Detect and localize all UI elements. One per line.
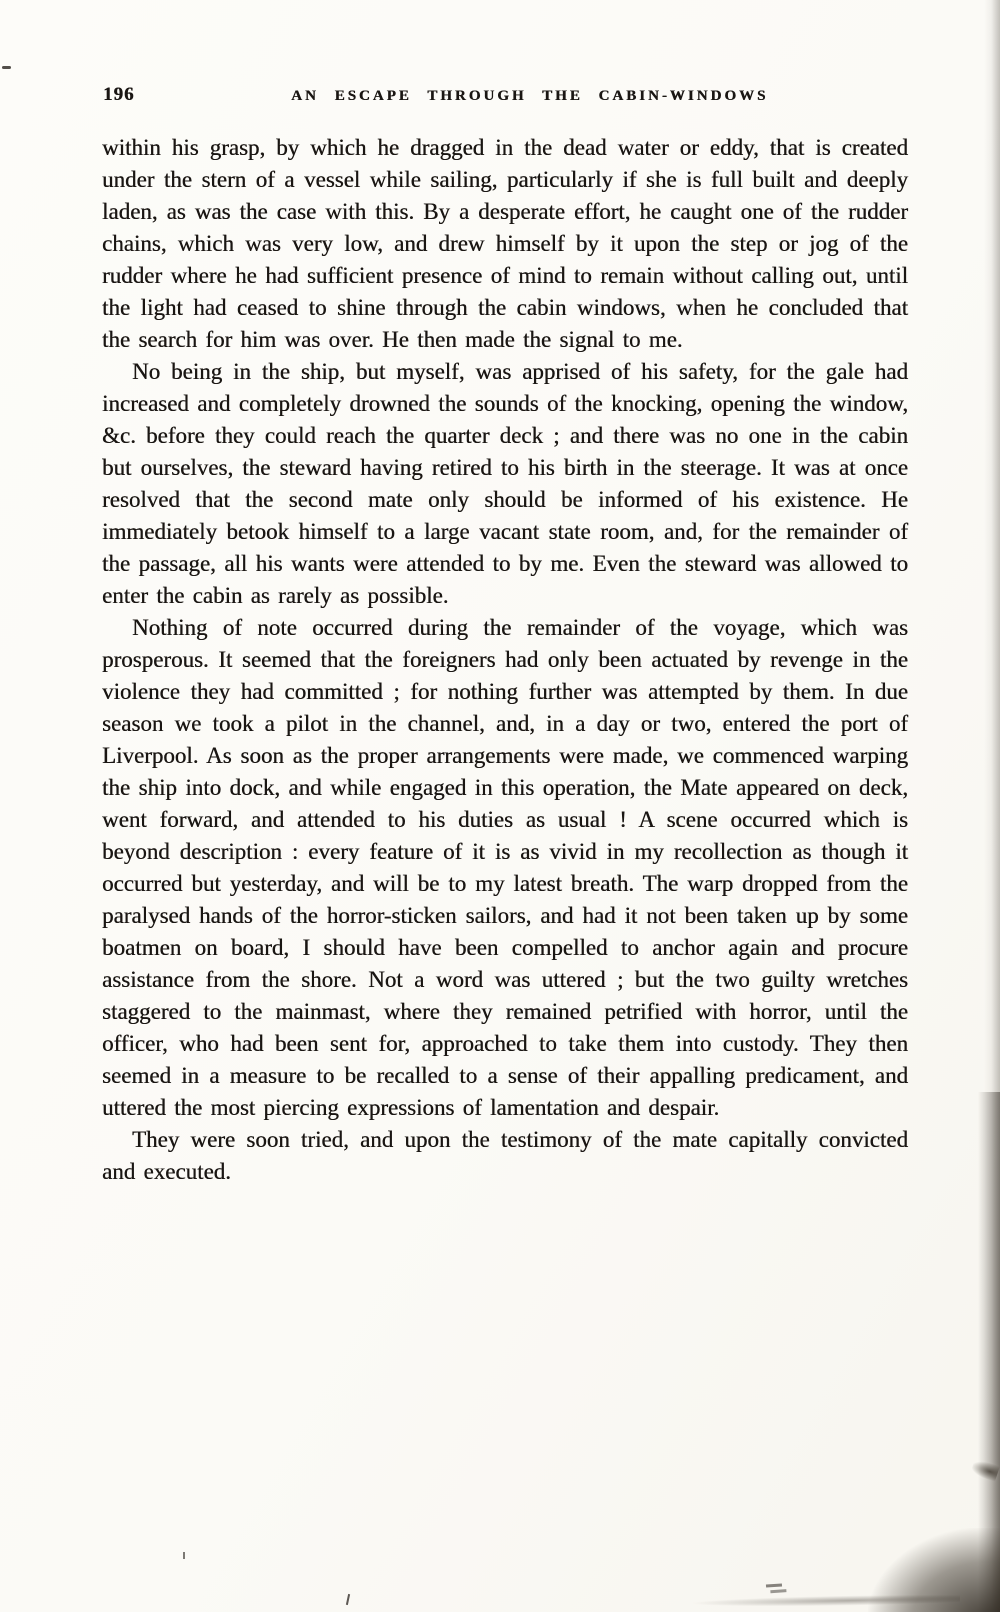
paragraph: Nothing of note occurred during the remainder of the voyage, which was prosperous. It seemed that the foreigners had only been actuated by revenge in the violence they had committed ; for nothing further was attempted by them. In due season we took a pilot in the channel, and, in a day or two, entered the port of Liverpool. As soon as the proper arrangements were made, we commenced warping the ship into dock, and while engaged in this operation, the Mate appeared on deck, went forward, and attended to his duties as usual ! A scene occurred which is beyond description : every feature of it is as vivid in my recollection as though it occurred but yesterday, and will be to my latest breath. The warp dropped from the paralysed hands of the horror-sticken sailors, and had it not been taken up by some boatmen on board, I should have been compelled to anchor again and procure assistance from the shore. Not a word was uttered ; but the two guilty wretches staggered to the mainmast, where they remained petrified with horror, until the officer, who had been sent for, approached to take them into custody. They then seemed in a measure to be recalled to a sense of their appalling predicament, and uttered the most piercing expressions of lamentation and despair.: [102, 615, 908, 1120]
scan-corner-smudge: [868, 1528, 1000, 1612]
paragraph: They were soon tried, and upon the testimony of the mate capitally convicted and executed.: [102, 1127, 908, 1184]
page-number: 196: [103, 84, 135, 105]
page-header: [0, 0, 1000, 106]
paragraph: within his grasp, by which he dragged in the dead water or eddy, that is created under the stern of a vessel while sailing, particularly if she is full built and deeply laden, as was the case with this. By a desperate effort, he caught one of the rudder chains, which was very low, and drew himself by it upon the step or jog of the rudder where he had sufficient presence of mind to remain without calling out, until the light had ceased to shine through the cabin windows, when he concluded that the search for him was over. He then made the signal to me.: [102, 135, 908, 352]
scan-mark: [346, 1594, 350, 1605]
scan-bottom-streak: [690, 1594, 960, 1609]
page-body: [0, 132, 1000, 1188]
scan-ink-blot: [970, 1458, 1000, 1481]
scan-mark: [2, 66, 11, 69]
running-title: AN ESCAPE THROUGH THE CABIN-WINDOWS: [291, 88, 769, 104]
scan-mark: [183, 1552, 185, 1559]
paragraph: No being in the ship, but myself, was apprised of his safety, for the gale had increased and completely drowned the sounds of the knocking, opening the window, &c. before they could reach the quarter deck ; and there was no one in the cabin but ourselves, the steward having retired to his birth in the steerage. It was at once resolved that the second mate only should be informed of his existence. He immediately betook himself to a large vacant state room, and, for the remainder of the passage, all his wants were attended to by me. Even the steward was allowed to enter the cabin as rarely as possible.: [102, 359, 908, 608]
scan-mark: [766, 1583, 782, 1587]
